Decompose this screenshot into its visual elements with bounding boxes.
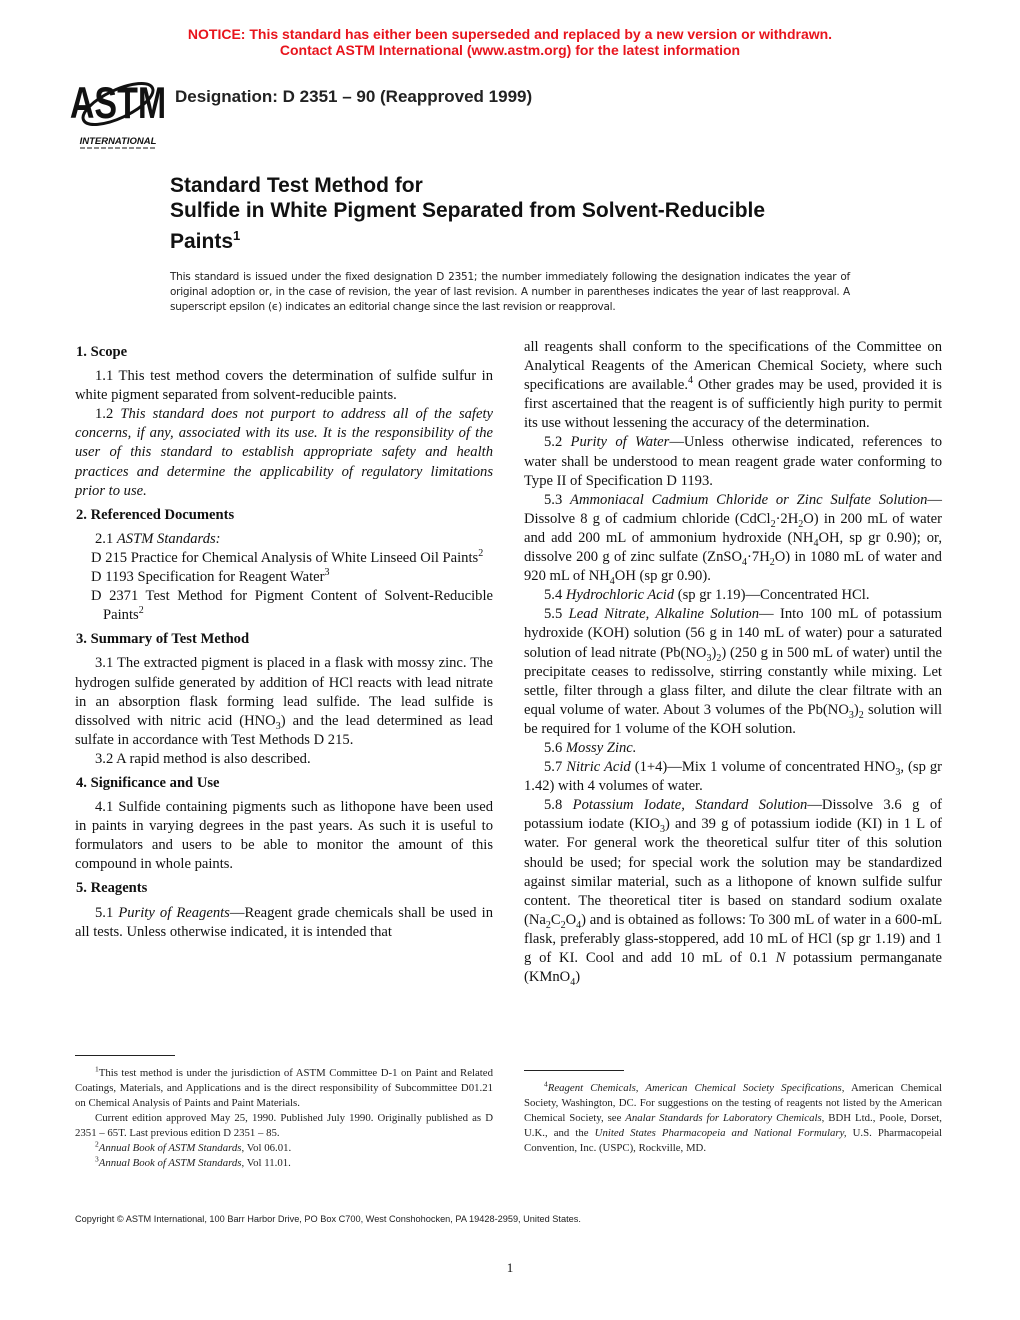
- text-run: 4.1 Sulfide containing pigments such as lithopone have been used in paints in varying degrees in the past years. As such it is useful to formulators and users to be able to monitor the amount of this compound in whole paints.: [75, 799, 493, 873]
- paragraph: [524, 586, 942, 605]
- text-run: ) and the lead determined as lead sulfate in accordance with Test Methods D 215.: [75, 712, 493, 748]
- subscript: 2: [769, 556, 775, 568]
- text-run: O) in 1080 mL of water and 920 mL of NH: [524, 549, 942, 585]
- subscript: 3: [895, 766, 901, 778]
- text-run: C: [550, 911, 561, 928]
- footnote: [75, 1111, 493, 1141]
- text-run: 5.7: [544, 759, 567, 776]
- title-footnote-ref: 1: [233, 228, 241, 243]
- text-run: ASTM Standards:: [116, 530, 221, 547]
- text-run: OH, sp gr 0.90); or, dissolve 200 g of zinc sulfate (ZnSO: [524, 529, 942, 566]
- text-run: 3.1 The extracted pigment is placed in a flask with mossy zinc. The hydrogen sulfide generated by addition of HCl reacts with lead nitrate in an absorption flask forming lead sulfide. The lead sulfide is dissolved with nitric acid (HNO: [75, 655, 493, 729]
- footnote-divider-right: [524, 1070, 624, 1071]
- footnote: [75, 1141, 493, 1156]
- footnote-ref: 2: [138, 605, 144, 617]
- text-run: OH (sp gr 0.90).: [614, 568, 711, 585]
- subscript: 2: [770, 518, 776, 530]
- subscript: 4: [570, 977, 576, 988]
- text-run: —Dissolve 8 g of cadmium chloride (CdCl: [524, 491, 942, 527]
- text-run: ): [853, 701, 859, 718]
- right-column: [524, 338, 942, 987]
- text-run: N: [775, 950, 786, 966]
- title-line-1: Standard Test Method for: [170, 174, 423, 197]
- subscript: 2: [545, 919, 551, 931]
- footnotes-right: [524, 1081, 942, 1156]
- text-run: 4. Significance and Use: [76, 774, 220, 791]
- footnote-ref: 2: [95, 1139, 99, 1149]
- text-run: —Dissolve 3.6 g of potassium iodate (KIO: [524, 797, 942, 833]
- text-run: 1.2: [95, 406, 121, 423]
- subscript: 4: [609, 576, 615, 588]
- text-run: U.S. Pharmacopeial Convention, Inc. (USPC), Rockville, MD.: [524, 1127, 942, 1154]
- notice-line-2: Contact ASTM International (www.astm.org) for the latest information: [279, 42, 741, 58]
- text-run: Analar Standards for Laboratory Chemicals,: [625, 1112, 825, 1124]
- page-number: 1: [506, 1260, 514, 1275]
- text-run: D 1193 Specification for Reagent Water: [91, 569, 325, 586]
- footnote-ref: 3: [95, 1154, 99, 1164]
- text-run: This standard does not purport to address all of the safety concerns, if any, associated with its use. It is the responsibility of the user of this standard to establish appropriate safety and health practices and determine the applicability of regulatory limitations prior to use.: [75, 406, 493, 499]
- text-run: Mossy Zinc.: [565, 739, 637, 756]
- footnote-ref: 4: [544, 1079, 548, 1089]
- text-run: ): [711, 644, 717, 661]
- text-run: 2.1: [95, 530, 117, 547]
- text-run: , Vol 06.01.: [241, 1142, 292, 1154]
- text-run: D 215 Practice for Chemical Analysis of White Linseed Oil Paints: [91, 549, 479, 566]
- subscript: 3: [848, 709, 854, 721]
- reference-item: [75, 587, 493, 625]
- footnote-divider-left: [75, 1055, 175, 1056]
- footnote-ref: 3: [324, 567, 330, 579]
- text-run: Ammoniacal Cadmium Chloride or Zinc Sulfate Solution: [570, 491, 928, 508]
- paragraph: [524, 758, 942, 796]
- text-run: Nitric Acid: [566, 759, 631, 776]
- text-run: 5.2: [544, 434, 571, 451]
- text-run: ) (250 g in 500 mL of water) until the precipitate ceases to redissolve, stirring constantly while mixing. Let settle, filter through a glass filter, and dilute the clear filtrate with an equal volume of water. About 3 volumes of the Pb(NO: [524, 644, 942, 718]
- text-run: O) in 200 mL of water and add 200 mL of ammonium hydroxide (NH: [524, 510, 942, 546]
- text-run: Reagent Chemicals, American Chemical Society Specifications,: [547, 1082, 845, 1094]
- text-run: , (sp gr 1.42) with 4 volumes of water.: [524, 759, 943, 795]
- subscript: 4: [742, 556, 748, 568]
- copyright: Copyright © ASTM International, 100 Barr Harbor Drive, PO Box C700, West Conshohocken, PA 19428-2959, United States.: [75, 1214, 581, 1224]
- text-run: ): [575, 969, 581, 986]
- text-run: 5.4: [544, 587, 566, 604]
- text-run: —Reagent grade chemicals shall be used in all tests. Unless otherwise indicated, it is intended that: [75, 904, 494, 940]
- subscript: 3: [660, 824, 666, 836]
- text-run: (sp gr 1.19)—Concentrated HCl.: [674, 587, 870, 604]
- text-run: ) and 39 g of potassium iodide (KI) in 1 L of water. For general work the theoretical sulfur titer of this solution should be used; for special work the solution may be standardized against similar material, such as a lithopone of known sulfide sulfur content. The theoretical titer is based on standard sodium oxalate (Na: [524, 816, 942, 928]
- text-run: American Chemical Society, Washington, DC. For suggestions on the testing of reagents not listed by the American Chemical Society, see: [524, 1082, 942, 1124]
- left-column: [75, 338, 493, 942]
- text-run: Annual Book of ASTM Standards: [98, 1157, 242, 1169]
- footnote: [75, 1066, 493, 1111]
- text-run: 5.6: [544, 739, 566, 756]
- text-run: 1. Scope: [76, 344, 128, 360]
- paragraph: [524, 491, 942, 586]
- text-run: 3. Summary of Test Method: [76, 631, 250, 648]
- text-run: , Vol 11.01.: [241, 1157, 291, 1169]
- section-heading: [76, 774, 493, 793]
- section-heading: [76, 343, 493, 362]
- text-run: Other grades may be used, provided it is first ascertained that the reagent is of sufficiently high purity to permit its use without lessening the accuracy of the determination.: [524, 377, 942, 432]
- text-run: 1.1 This test method covers the determination of sulfide sulfur in white pigment separated from solvent-reducible paints.: [75, 368, 493, 404]
- text-run: 5.8: [544, 797, 573, 814]
- designation: Designation: D 2351 – 90 (Reapproved 1999): [175, 87, 533, 106]
- section-heading: [76, 630, 493, 649]
- logo-caption: INTERNATIONAL: [79, 136, 157, 147]
- text-run: Annual Book of ASTM Standards: [98, 1142, 242, 1154]
- text-run: Purity of Reagents: [118, 904, 230, 921]
- section-heading: [76, 506, 493, 525]
- text-run: 5.1: [95, 904, 119, 921]
- footnote-ref: 2: [478, 548, 484, 560]
- paragraph: [75, 750, 493, 769]
- text-run: all reagents shall conform to the specifications of the Committee on Analytical Reagents of the American Chemical Society, where such specifications are available.: [524, 339, 942, 394]
- text-run: ) and is obtained as follows: To 300 mL of water in a 600-mL flask, preferably glass-stoppered, add 10 mL of HCl (sp gr 1.19) and 1 g of KI. Cool and add 10 mL of 0.1: [524, 911, 942, 966]
- title-line-3: Paints: [170, 230, 234, 253]
- issued-note: This standard is issued under the fixed designation D 2351; the number immediately following the designation indicates the year of original adoption or, in the case of revision, the year of last revision. A number in parentheses indicates the year of last reapproval. A superscript epsilon (ϵ) indicates an editorial change since the last revision or reapproval.: [170, 271, 850, 313]
- text-run: ·7H: [747, 549, 770, 566]
- withdrawal-notice: [0, 26, 1020, 58]
- text-run: 5.3: [544, 491, 571, 508]
- text-run: 3.2 A rapid method is also described.: [95, 750, 311, 767]
- text-run: 2. Referenced Documents: [76, 506, 235, 523]
- subscript: 4: [576, 919, 582, 931]
- text-run: 5.5: [544, 606, 569, 623]
- text-run: (1+4)—Mix 1 volume of concentrated HNO: [630, 759, 896, 776]
- text-run: Hydrochloric Acid: [565, 587, 675, 604]
- text-run: Current edition approved May 25, 1990. Published July 1990. Originally published as D 2351 – 65T. Last previous edition D 2351 – 85.: [75, 1112, 493, 1139]
- paragraph: [524, 433, 942, 490]
- logo-letters: ASTM: [69, 78, 167, 129]
- paragraph: [524, 605, 942, 739]
- subscript: 2: [716, 652, 722, 664]
- paragraph: [75, 654, 493, 749]
- subscript: 3: [706, 652, 712, 664]
- document-title: [170, 173, 765, 254]
- footnote: [75, 1156, 493, 1171]
- text-run: ·2H: [775, 510, 799, 527]
- paragraph: [75, 798, 493, 874]
- text-run: Purity of Water: [570, 434, 670, 451]
- text-run: 5. Reagents: [76, 880, 148, 897]
- text-run: BDH Ltd., Poole, Dorset, U.K., and the: [524, 1112, 942, 1139]
- footnote: [524, 1081, 942, 1156]
- subscript: 2: [858, 709, 864, 721]
- text-run: — Into 100 mL of potassium hydroxide (KOH) solution (56 g in 140 mL of water) pour a saturated solution of lead nitrate (Pb(NO: [524, 606, 942, 661]
- text-run: solution will be required for 1 volume of the KOH solution.: [524, 701, 942, 737]
- section-heading: [76, 879, 493, 898]
- text-run: United States Pharmacopeia and National Formulary,: [594, 1127, 847, 1139]
- text-run: Lead Nitrate, Alkaline Solution: [568, 606, 759, 623]
- subscript: 2: [798, 518, 804, 530]
- paragraph: [75, 405, 493, 500]
- astm-logo: [69, 74, 167, 150]
- paragraph: [524, 796, 942, 987]
- text-run: D 2371 Test Method for Pigment Content of Solvent-Reducible Paints: [91, 588, 493, 624]
- paragraph: [524, 739, 942, 758]
- footnote-ref: 4: [688, 375, 694, 387]
- notice-line-1: NOTICE: This standard has either been superseded and replaced by a new version or withdrawn.: [187, 26, 833, 42]
- paragraph: [524, 338, 942, 433]
- paragraph: [75, 904, 493, 942]
- paragraph: [75, 367, 493, 405]
- subscript: 3: [275, 720, 281, 732]
- reference-item: [75, 549, 493, 568]
- subscript: 2: [560, 919, 566, 931]
- reference-item: [75, 568, 493, 587]
- text-run: This test method is under the jurisdiction of ASTM Committee D-1 on Paint and Related Coatings, Materials, and Applications and is the direct responsibility of Subcommittee D01.21 on Chemical Analysis of Paints and Paint Materials.: [75, 1067, 493, 1109]
- text-run: potassium permanganate (KMnO: [524, 950, 942, 986]
- title-line-2: Sulfide in White Pigment Separated from Solvent-Reducible: [170, 199, 766, 222]
- text-run: O: [565, 911, 577, 928]
- footnote-ref: 1: [95, 1064, 99, 1074]
- text-run: —Unless otherwise indicated, references to water shall be understood to mean reagent grade water conforming to Type II of Specification D 1193.: [524, 434, 942, 489]
- text-run: Potassium Iodate, Standard Solution: [572, 797, 808, 814]
- paragraph: [75, 530, 493, 549]
- subscript: 4: [813, 537, 819, 549]
- footnotes-left: [75, 1066, 493, 1171]
